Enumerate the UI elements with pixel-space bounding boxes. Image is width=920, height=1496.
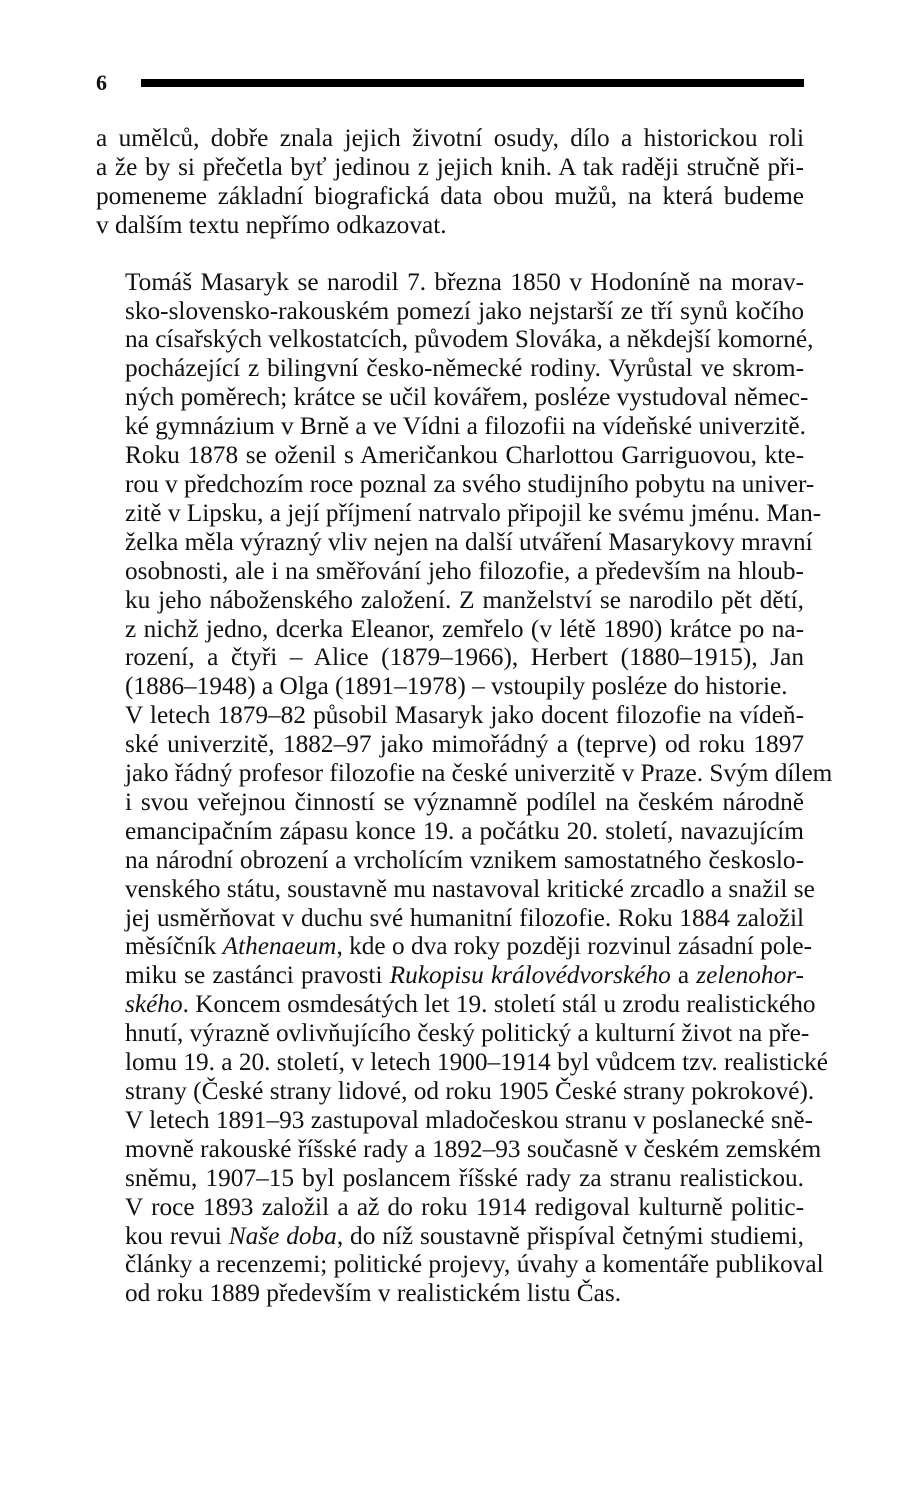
text-line: Roku 1878 se oženil s Američankou Charlottou Garriguovou, kte- [125, 441, 804, 470]
text-line: miku se zastánci pravosti Rukopisu královédvorského a zelenohor- [125, 961, 804, 990]
text-line: ku jeho náboženského založení. Z manželství se narodilo pět dětí, [125, 585, 804, 614]
text-line: osobnosti, ale i na směřování jeho filozofie, a především na hloub- [125, 556, 804, 585]
text-line: pomeneme základní biografická data obou mužů, na která budeme [96, 181, 804, 210]
text-line: emancipačním zápasu konce 19. a počátku 20. století, navazujícím [125, 816, 804, 845]
text-line: zitě v Lipsku, a její příjmení natrvalo připojil ke svému jménu. Man- [125, 498, 822, 527]
text-line: V letech 1879–82 působil Masaryk jako docent filozofie na vídeň- [125, 701, 804, 730]
text-line: strany (České strany lidové, od roku 1905 České strany pokrokové). [125, 1077, 815, 1105]
text-line: hnutí, výrazně ovlivňujícího český politický a kulturní život na pře- [125, 1019, 810, 1048]
text-line: sko-slovensko-rakouském pomezí jako nejstarší ze tří synů kočího [125, 296, 804, 325]
text-line: sněmu, 1907–15 byl poslancem říšské rady za stranu realistickou. [125, 1163, 804, 1192]
text-line: jej usměrňovat v duchu své humanitní filozofie. Roku 1884 založil [125, 903, 804, 932]
header-rule [141, 79, 804, 87]
text-line: na císařských velkostatcích, původem Slováka, a někdejší komorné, [125, 325, 814, 354]
text-line: pocházející z bilingvní česko-německé rodiny. Vyrůstal ve skrom- [125, 354, 804, 383]
text-line: a umělců, dobře znala jejich životní osudy, dílo a historickou roli [96, 124, 804, 152]
text-line: ných poměrech; krátce se učil kovářem, posléze vystudoval němec- [125, 383, 809, 412]
page-number: 6 [96, 70, 107, 95]
text-line: v dalším textu nepřímo odkazovat. [96, 210, 447, 239]
text-line: měsíčník Athenaeum, kde o dva roky později rozvinul zásadní pole- [125, 932, 813, 961]
text-line: od roku 1889 především v realistickém listu Čas. [125, 1279, 622, 1308]
text-line: želka měla výrazný vliv nejen na další utváření Masarykovy mravní [125, 527, 813, 556]
text-line: V letech 1891–93 zastupoval mladočeskou stranu v poslanecké sně- [125, 1105, 813, 1134]
text-line: na národní obrození a vrcholícím vznikem samostatného českoslo- [125, 845, 804, 874]
text-line: a že by si přečetla byť jedinou z jejich knih. A tak raději stručně při- [96, 152, 804, 181]
text-line: rození, a čtyři – Alice (1879–1966), Herbert (1880–1915), Jan [125, 643, 804, 672]
text-line: ské univerzitě, 1882–97 jako mimořádný a (teprve) od roku 1897 [125, 730, 804, 759]
text-line: články a recenzemi; politické projevy, úvahy a komentáře publikoval [125, 1250, 824, 1279]
page-header [96, 70, 804, 100]
text-line: venského státu, soustavně mu nastavoval kritické zrcadlo a snažil se [125, 874, 815, 903]
text-line: kou revui Naše doba, do níž soustavně přispíval četnými studiemi, [125, 1221, 804, 1250]
paragraph [96, 701, 833, 1308]
text-line: lomu 19. a 20. století, v letech 1900–1914 byl vůdcem tzv. realistické [125, 1048, 829, 1077]
text-line: ké gymnázium v Brně a ve Vídni a filozofii na vídeňské univerzitě. [125, 412, 806, 441]
text-line: movně rakouské říšské rady a 1892–93 současně v českém zemském [125, 1134, 822, 1163]
text-line: (1886–1948) a Olga (1891–1978) – vstoupily posléze do historie. [125, 672, 788, 701]
text-line: z nichž jedno, dcerka Eleanor, zemřelo (v létě 1890) krátce po na- [125, 614, 804, 643]
text-line: jako řádný profesor filozofie na české univerzitě v Praze. Svým dílem [125, 759, 833, 788]
paragraph [96, 124, 804, 240]
text-line: rou v předchozím roce poznal za svého studijního pobytu na univer- [125, 469, 815, 498]
text-line: i svou veřejnou činností se významně podílel na českém národně [125, 787, 804, 816]
paragraph [96, 267, 822, 702]
text-line: Tomáš Masaryk se narodil 7. března 1850 v Hodoníně na morav- [125, 267, 804, 296]
body-text [96, 124, 833, 1308]
text-line: V roce 1893 založil a až do roku 1914 redigoval kulturně politic- [125, 1192, 804, 1221]
text-line: ského. Koncem osmdesátých let 19. století stál u zrodu realistického [125, 990, 816, 1019]
